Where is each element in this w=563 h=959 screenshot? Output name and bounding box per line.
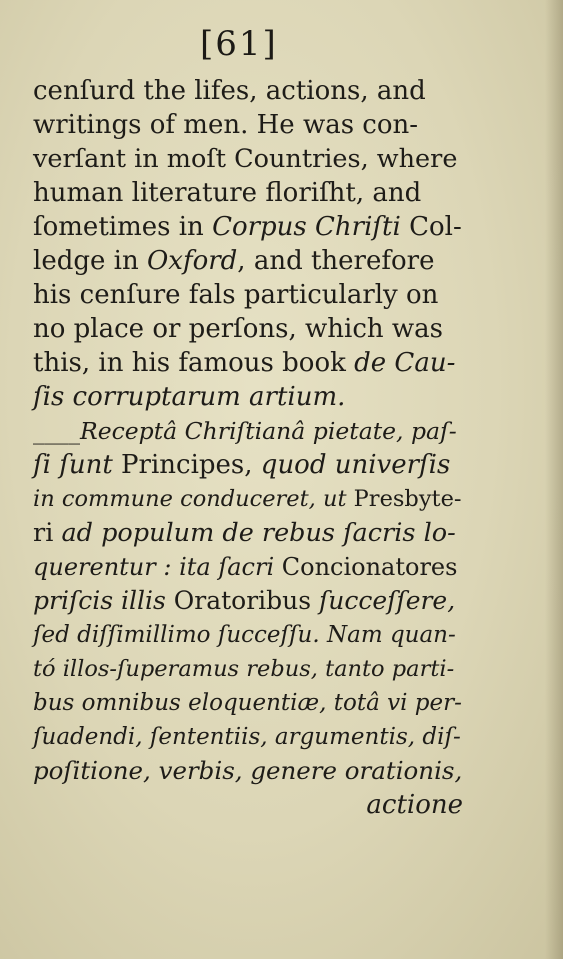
text-segment: Col- <box>400 212 462 242</box>
italic-text-segment: priſcis illis <box>33 586 166 615</box>
text-segment: cenſurd the lifes, actions, and <box>33 76 426 106</box>
text-line <box>33 142 463 176</box>
italic-text-segment: ſucceſſere, <box>319 586 456 615</box>
text-line <box>33 652 463 686</box>
text-line <box>33 210 463 244</box>
italic-text-segment: tó illos-ſuperamus rebus, tanto parti- <box>33 656 455 682</box>
text-line <box>33 312 463 346</box>
italic-text-segment: bus omnibus eloquentiæ, totâ vi per- <box>33 690 462 716</box>
text-segment: , and therefore <box>237 246 435 276</box>
italic-text-segment: ad populum de rebus ſacris lo- <box>61 518 456 548</box>
italic-text-segment: querentur : ita ſacri <box>33 553 275 581</box>
italic-text-segment: Receptâ Chriſtianâ pietate, paſ- <box>80 417 457 445</box>
text-segment: Concionatores <box>274 553 458 581</box>
text-line <box>33 346 463 380</box>
text-line <box>33 108 463 142</box>
italic-text-segment: ſuadendi, ſententiis, argumentis, diſ- <box>33 724 461 750</box>
text-segment: ri <box>33 518 62 548</box>
text-line <box>33 516 463 550</box>
italic-text-segment: quod univerſis <box>260 450 451 480</box>
text-segment: his cenſure fals particularly on <box>33 280 439 310</box>
text-line <box>33 550 463 584</box>
italic-text-segment: poſitione, verbis, genere orationis, <box>33 756 463 785</box>
text-line <box>33 380 463 414</box>
text-line <box>33 686 463 720</box>
text-segment: ledge in <box>33 246 147 276</box>
italic-text-segment: Corpus Chriſti <box>212 212 401 242</box>
text-line <box>33 788 463 822</box>
italic-text-segment: ſi ſunt <box>33 450 113 480</box>
text-segment: no place or perſons, which was <box>33 314 444 344</box>
text-segment: Principes, <box>112 450 261 480</box>
italic-text-segment: Oxford <box>146 246 238 276</box>
text-segment: verſant in moſt Countries, where <box>33 144 458 174</box>
text-segment: writings of men. He was con- <box>33 110 419 140</box>
text-line <box>33 754 463 788</box>
text-segment: this, in his famous book <box>33 348 355 378</box>
text-segment: ____ <box>33 417 80 445</box>
text-line <box>33 278 463 312</box>
text-segment: Presbyte- <box>346 486 462 512</box>
page-body-text <box>33 74 463 822</box>
text-segment: human literature floriſht, and <box>33 178 422 208</box>
text-line <box>33 618 463 652</box>
text-line <box>33 74 463 108</box>
italic-text-segment: de Cau- <box>354 348 456 378</box>
italic-text-segment: ſis corruptarum artium. <box>33 382 346 412</box>
text-line <box>33 414 463 448</box>
text-line <box>33 720 463 754</box>
text-segment: Oratoribus <box>165 586 320 615</box>
text-line <box>33 448 463 482</box>
italic-text-segment: actione <box>366 790 463 820</box>
page-edge-shadow <box>545 0 563 959</box>
text-line <box>33 584 463 618</box>
text-line <box>33 244 463 278</box>
text-line <box>33 482 463 516</box>
italic-text-segment: in commune conduceret, ut <box>33 486 347 512</box>
page-number: [61] <box>200 24 278 64</box>
text-line <box>33 176 463 210</box>
italic-text-segment: ſed diſſimillimo ſucceſſu. Nam quan- <box>33 622 456 648</box>
text-segment: ſometimes in <box>33 212 213 242</box>
